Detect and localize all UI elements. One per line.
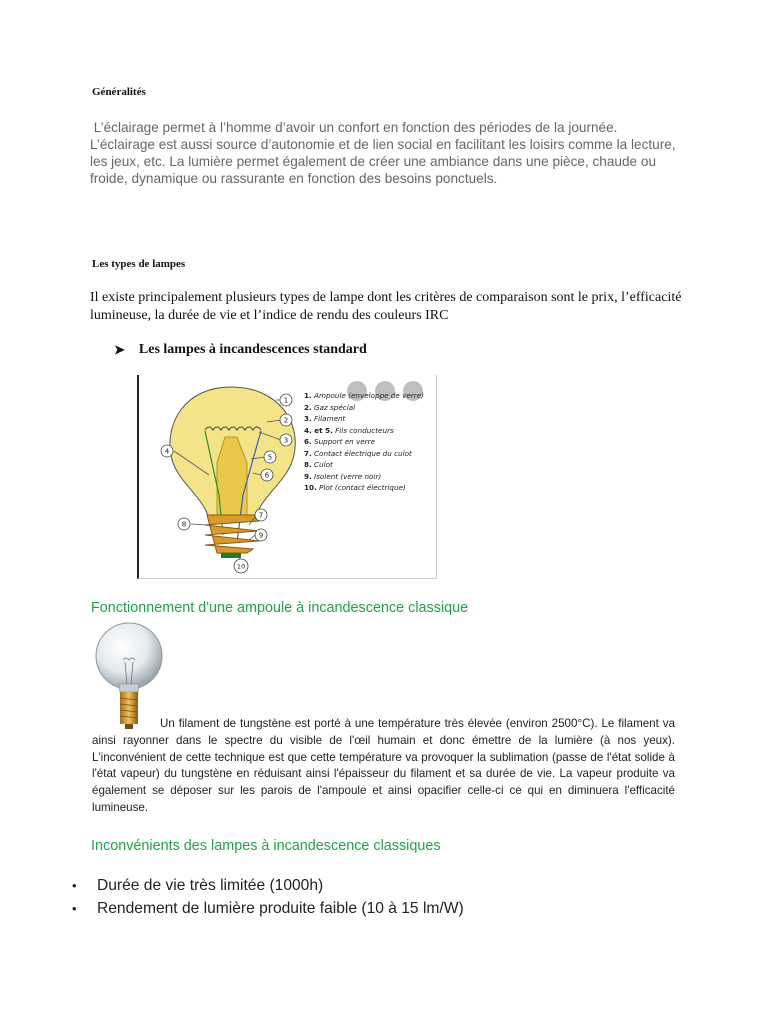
legend-item: 8. Culot [304,460,333,469]
paragraph-fonctionnement: Un filament de tungstène est porté à une température très élevée (environ 2500°C). Le filament va ainsi rayonner dans le spectre du visible de l'œil humain et donc émettre de la lumière (à nos yeux). L'inconvénient de cette technique est que cette température va provoquer la sublimation (passe de l'état solide à l'état vapeur) du tungstène en réduisant ainsi l'épaisseur du filament et sa durée de vie. La vapeur produite va également se déposer sur les parois de l'ampoule et ainsi opacifier celle-ci ce qui en diminuera l'efficacité lumineuse. [92,717,675,814]
bulb-photo [92,622,166,730]
paragraph-types: Il existe principalement plusieurs types de lampe dont les critères de comparaison sont le prix, l’efficacité lumineuse, la durée de vie et l’indice de rendu des couleurs IRC [90,290,682,323]
contact-plot-shape [221,553,241,558]
subheading-incandescent-label: Les lampes à incandescences standard [138,342,367,357]
bullet-dot-icon: • [72,878,77,893]
legend-item: 3. Filament [304,414,346,423]
section-title-generalites: Généralités [92,86,146,98]
callout-7-label: 7 [258,511,264,520]
callout-3-label: 3 [283,436,289,445]
legend-item: 7. Contact électrique du culot [304,448,412,458]
list-item: • Rendement de lumière produite faible (10 à 15 lm/W) [72,899,464,917]
callout-10-label: 10 [236,562,246,571]
arrowhead-bullet-icon: ➤ [114,342,125,357]
bullet-dot-icon: • [72,901,77,916]
screw-cap-shape [205,515,259,553]
inconvenients-list [72,874,464,920]
legend-item: 6. Support en verre [304,437,375,446]
callout-4-label: 4 [164,447,170,456]
diagram-legend [304,390,424,494]
callout-5-label: 5 [267,453,273,462]
bulb-photo-drawing [92,622,166,730]
callout-8-label: 8 [181,520,187,529]
legend-item: 4. et 5. Fils conducteurs [304,425,394,435]
callout-2-label: 2 [283,416,289,425]
section-title-inconvenients: Inconvénients des lampes à incandescence classiques [91,838,441,854]
section-title-types: Les types de lampes [92,258,186,270]
legend-item: 10. Plot (contact électrique) [304,483,406,492]
subheading-incandescent [114,342,367,358]
callout-9-label: 9 [258,531,264,540]
callout-1-label: 1 [283,396,289,405]
callout-6-label: 6 [264,471,270,480]
section-title-fonctionnement: Fonctionnement d'une ampoule à incandescence classique [91,600,469,616]
legend-item: 2. Gaz spécial [304,402,356,412]
legend-item: 9. Isolent (verre noir) [304,471,382,481]
legend-item: 1. Ampoule (enveloppe de verre) [304,391,424,400]
list-item: • Durée de vie très limitée (1000h) [72,876,324,894]
paragraph-generalites: L’éclairage permet à l’homme d’avoir un confort en fonction des périodes de la journée. L’éclairage est aussi source d’autonomie et de lien social en facilitant les loisirs comme la lecture, les jeux, etc. La lumière permet également de créer une ambiance dans une pièce, chaude ou froide, dynamique ou rassurante en fonction des besoins ponctuels. [90,120,680,186]
